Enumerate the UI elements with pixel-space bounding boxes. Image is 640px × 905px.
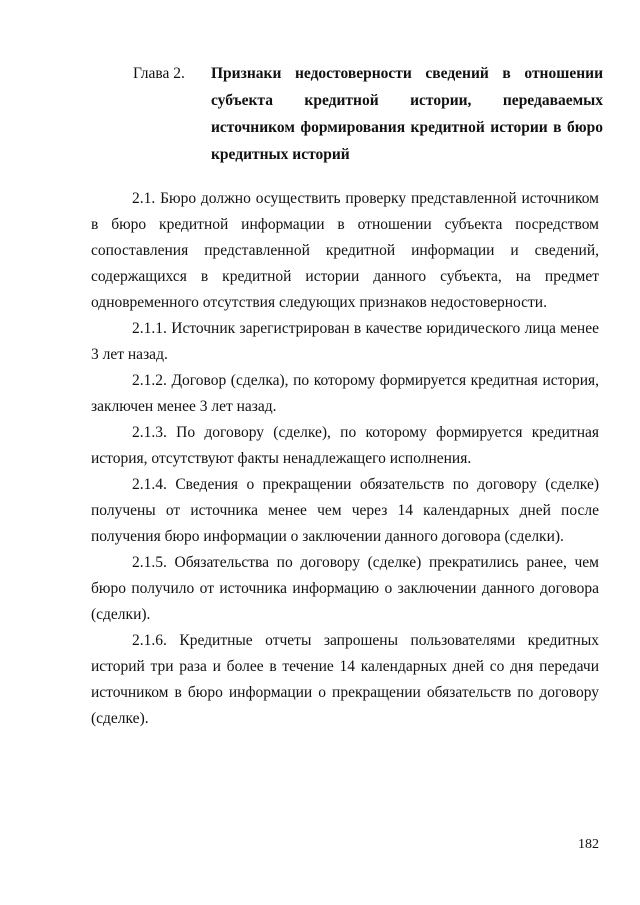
paragraph-2-1-2: 2.1.2. Договор (сделка), по которому формируется кредитная история, заключен менее 3 лет назад. [91,372,599,415]
body-text [91,186,599,732]
paragraph-2-1-4: 2.1.4. Сведения о прекращении обязательств по договору (сделке) получены от источника менее чем через 14 календарных дней после получения бюро информации о заключении данного договора (сделки). [91,476,599,545]
chapter-title: Признаки недостоверности сведений в отношении субъекта кредитной истории, передаваемых источником формирования кредитной истории в бюро кредитных историй [211,65,603,163]
paragraph-2-1-1: 2.1.1. Источник зарегистрирован в качестве юридического лица менее 3 лет назад. [91,320,599,363]
chapter-number: Глава 2. [133,65,185,82]
paragraph-2-1-3: 2.1.3. По договору (сделке), по которому формируется кредитная история, отсутствуют факты ненадлежащего исполнения. [91,424,599,467]
paragraph-2-1: 2.1. Бюро должно осуществить проверку представленной источником в бюро кредитной информации в отношении субъекта посредством сопоставления представленной кредитной информации и сведений, содержащихся в кредитной истории данного субъекта, на предмет одновременного отсутствия следующих признаков недостоверности. [91,190,599,311]
chapter-heading [133,60,603,168]
paragraph-2-1-5: 2.1.5. Обязательства по договору (сделке) прекратились ранее, чем бюро получило от источника информацию о заключении данного договора (сделки). [91,554,599,623]
paragraph-2-1-6: 2.1.6. Кредитные отчеты запрошены пользователями кредитных историй три раза и более в течение 14 календарных дней со дня передачи источником в бюро информации о прекращении обязательств по договору (сделке). [91,632,599,727]
page-number: 182 [578,837,599,852]
